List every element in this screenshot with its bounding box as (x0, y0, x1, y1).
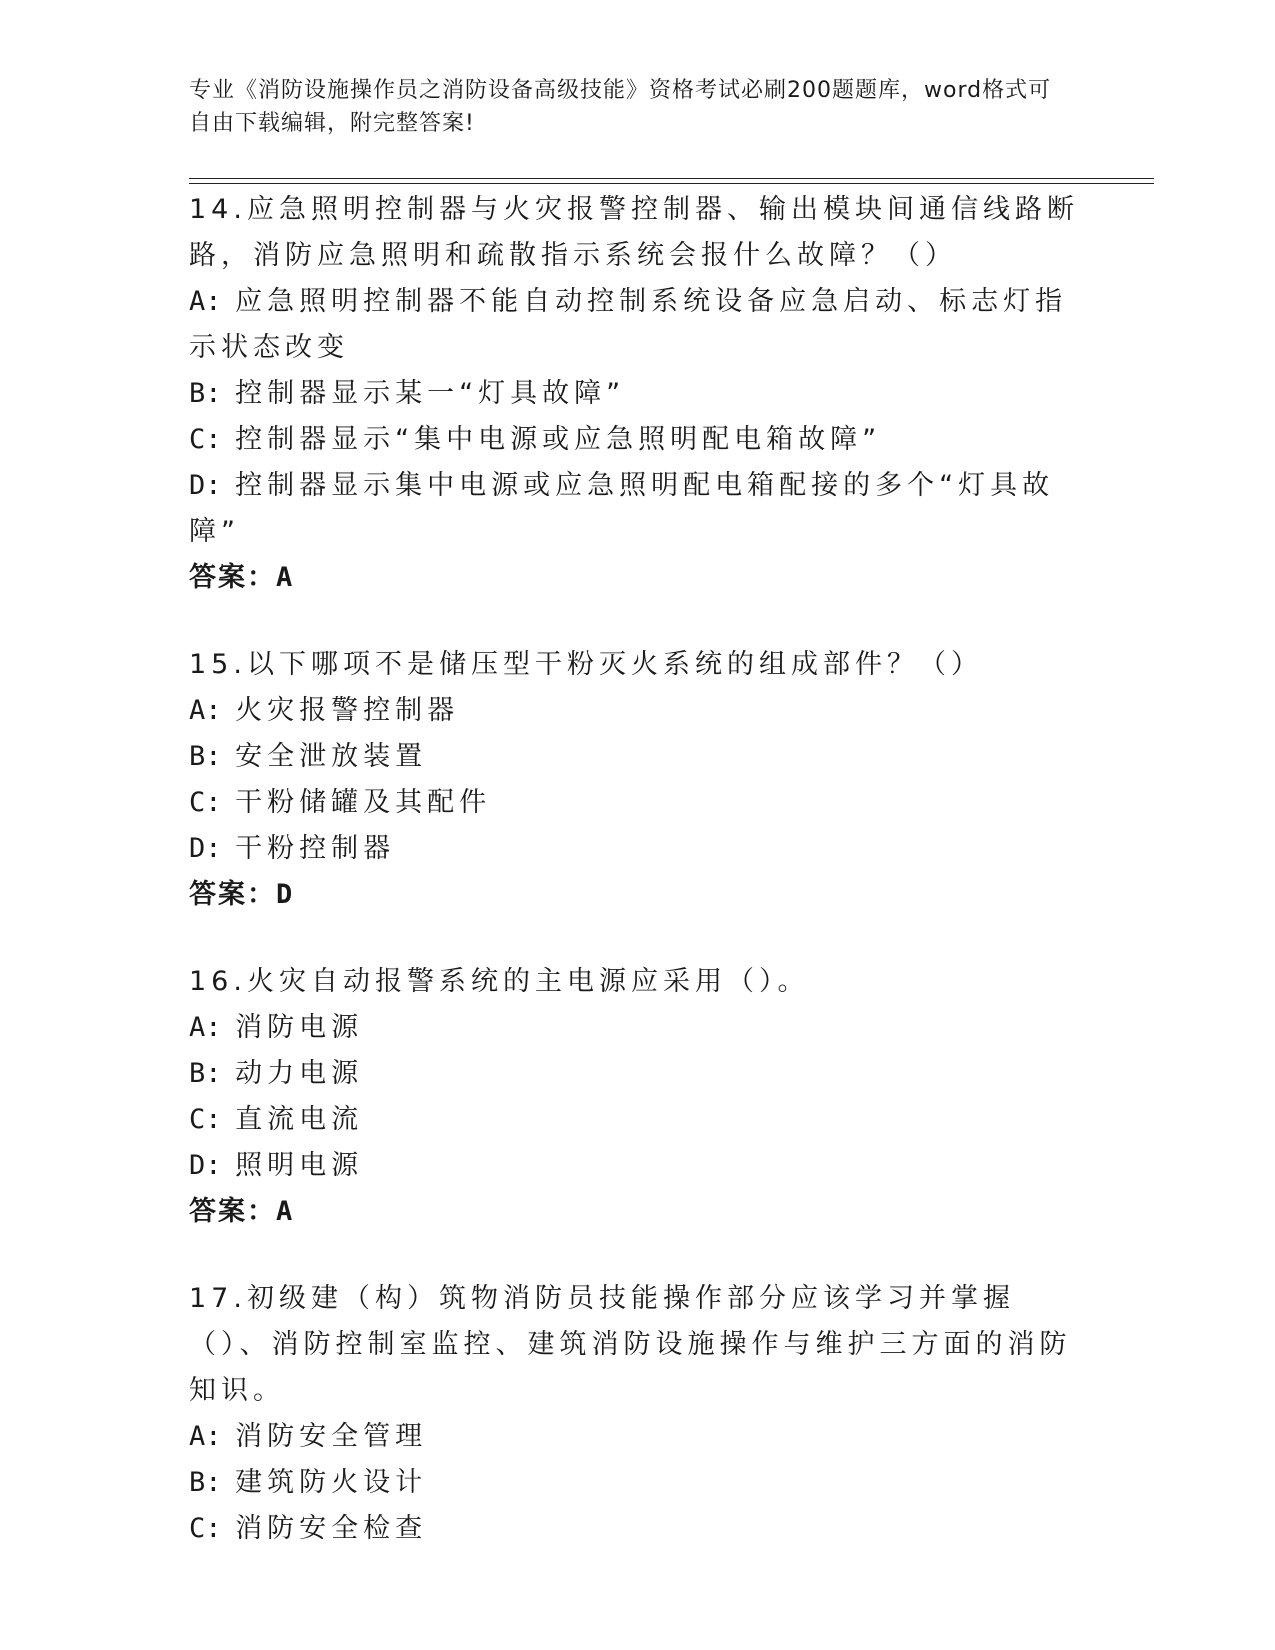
question-stem: 16.火灾自动报警系统的主电源应采用（）。 (189, 966, 810, 997)
question-15 (189, 642, 1089, 918)
option-key: D: (189, 470, 222, 501)
option-text: 控制器显示集中电源或应急照明配电箱配接的多个“灯具故障” (189, 470, 1055, 547)
answer-label: 答案： (189, 1196, 276, 1227)
option-a (189, 688, 1089, 734)
option-key: B: (189, 741, 222, 772)
option-key: A: (189, 1421, 222, 1452)
option-c (189, 1506, 1089, 1552)
option-c (189, 417, 1089, 463)
option-a (189, 1005, 1089, 1051)
answer-line (189, 555, 1089, 601)
answer-value: A (276, 1196, 295, 1227)
option-key: C: (189, 1104, 222, 1135)
option-key: B: (189, 1058, 222, 1089)
header-divider-top (189, 178, 1154, 179)
option-text: 安全泄放装置 (235, 741, 428, 772)
option-key: D: (189, 1150, 222, 1181)
option-text: 干粉储罐及其配件 (235, 787, 492, 818)
question-stem: 17.初级建（构）筑物消防员技能操作部分应该学习并掌握（）、消防控制室监控、建筑消防设施操作与维护三方面的消防知识。 (189, 1283, 1072, 1406)
answer-label: 答案： (189, 562, 276, 593)
question-stem: 15.以下哪项不是储压型干粉灭火系统的组成部件？（） (189, 649, 983, 680)
option-text: 建筑防火设计 (235, 1467, 428, 1498)
option-d (189, 1143, 1089, 1189)
option-key: C: (189, 787, 222, 818)
option-key: B: (189, 1467, 222, 1498)
option-b (189, 734, 1089, 780)
question-17 (189, 1276, 1089, 1552)
header-divider-bottom (189, 183, 1154, 184)
option-text: 照明电源 (235, 1150, 364, 1181)
option-text: 直流电流 (235, 1104, 364, 1135)
option-b (189, 1051, 1089, 1097)
option-key: D: (189, 833, 222, 864)
answer-value: D (276, 879, 295, 910)
answer-line (189, 1189, 1089, 1235)
option-text: 干粉控制器 (235, 833, 396, 864)
option-text: 消防电源 (235, 1012, 364, 1043)
document-header: 专业《消防设施操作员之消防设备高级技能》资格考试必刷200题题库，word格式可自由下载编辑，附完整答案! (189, 78, 1052, 136)
option-d (189, 826, 1089, 872)
question-16 (189, 959, 1089, 1235)
option-text: 消防安全检查 (235, 1513, 428, 1544)
option-d (189, 463, 1089, 555)
option-text: 应急照明控制器不能自动控制系统设备应急启动、标志灯指示状态改变 (189, 286, 1068, 363)
option-text: 火灾报警控制器 (235, 695, 460, 726)
answer-label: 答案： (189, 879, 276, 910)
option-a (189, 1414, 1089, 1460)
option-c (189, 780, 1089, 826)
answer-line (189, 872, 1089, 918)
question-14 (189, 187, 1089, 601)
option-a (189, 279, 1089, 371)
question-list (189, 187, 1089, 1593)
option-key: C: (189, 424, 222, 455)
option-c (189, 1097, 1089, 1143)
question-stem: 14.应急照明控制器与火灾报警控制器、输出模块间通信线路断路，消防应急照明和疏散指示系统会报什么故障？（） (189, 194, 1079, 271)
option-b (189, 371, 1089, 417)
option-key: A: (189, 1012, 222, 1043)
option-b (189, 1460, 1089, 1506)
option-key: C: (189, 1513, 222, 1544)
option-key: A: (189, 286, 222, 317)
option-text: 动力电源 (235, 1058, 364, 1089)
option-text: 控制器显示某一“灯具故障” (235, 378, 626, 409)
option-key: B: (189, 378, 222, 409)
answer-value: A (276, 562, 295, 593)
option-key: A: (189, 695, 222, 726)
option-text: 控制器显示“集中电源或应急照明配电箱故障” (235, 424, 882, 455)
option-text: 消防安全管理 (235, 1421, 428, 1452)
